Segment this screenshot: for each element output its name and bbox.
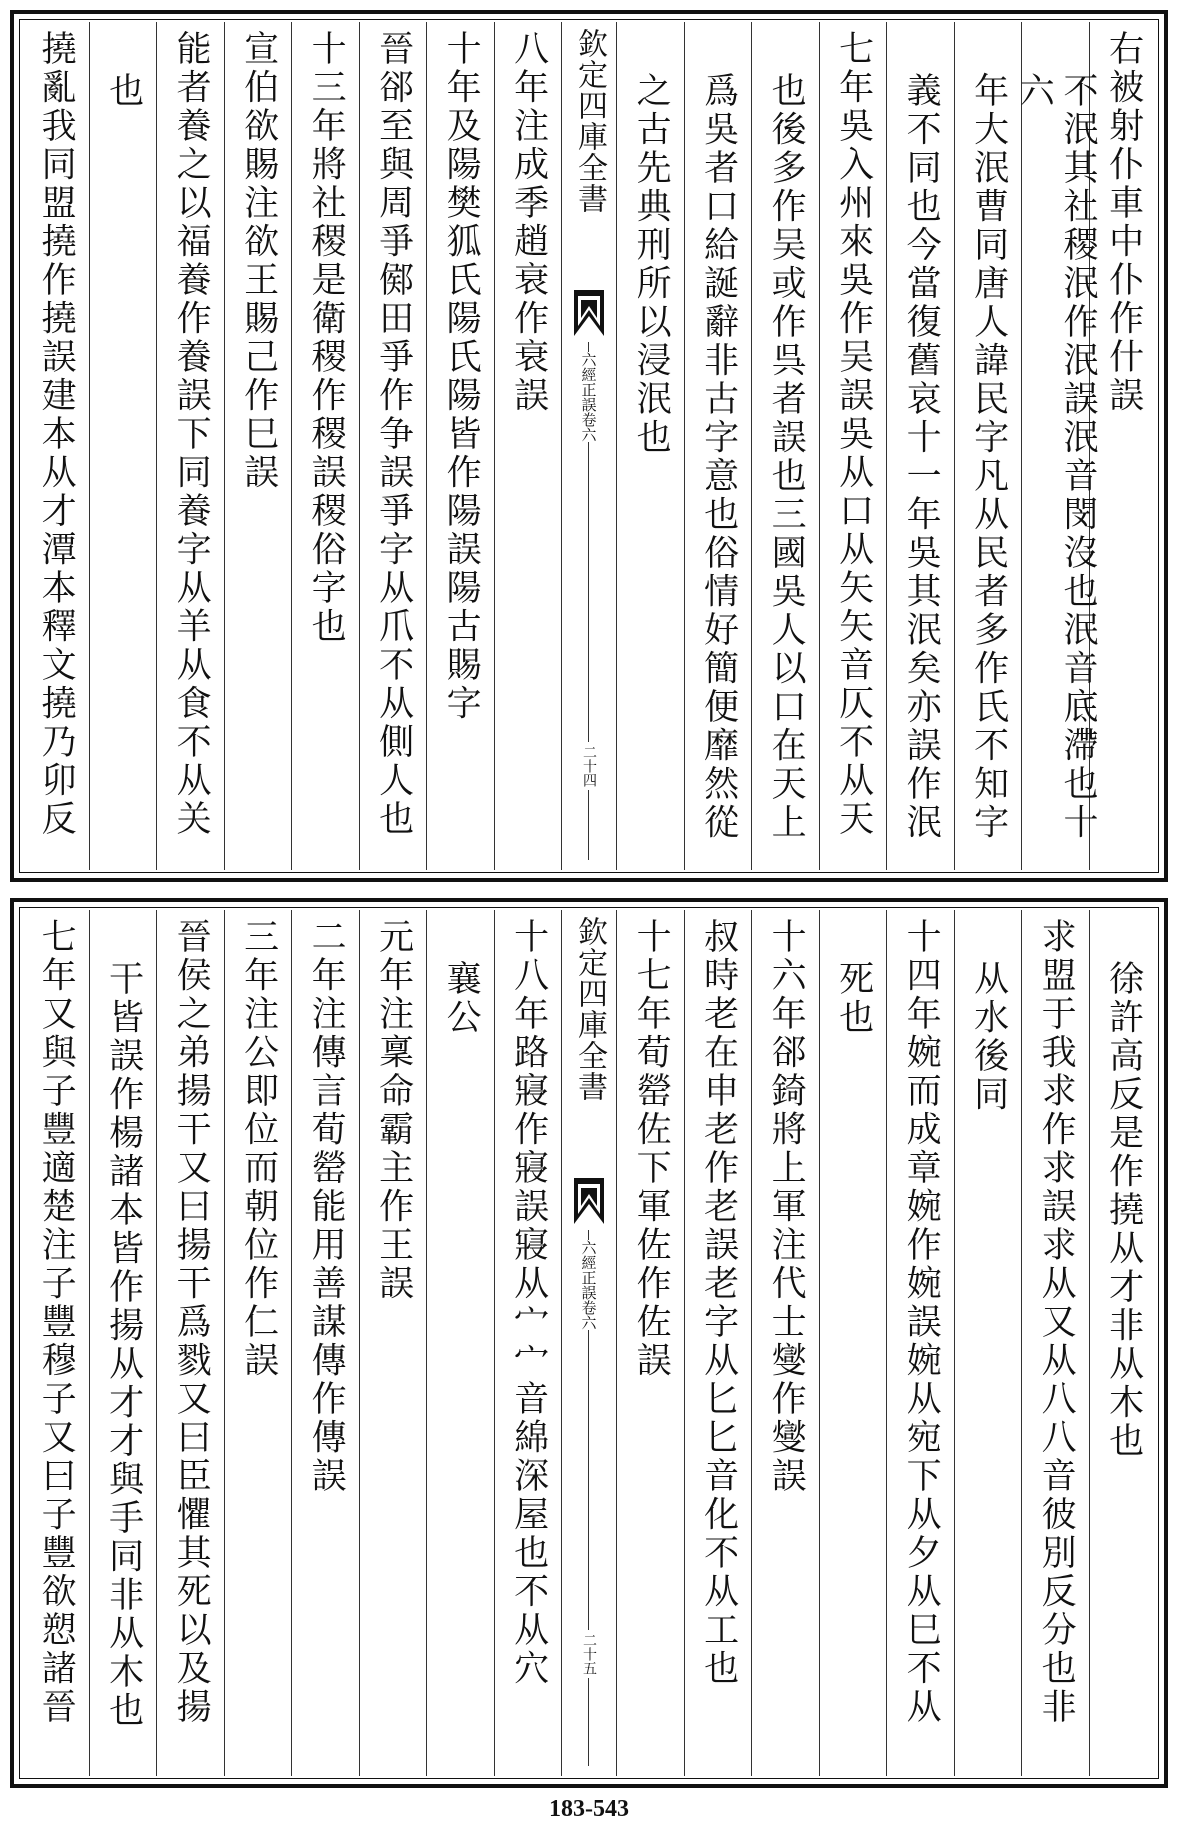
text-column <box>616 22 684 870</box>
column-text: 三年注公即位而朝位作仁誤 <box>238 918 279 1380</box>
text-column <box>954 22 1022 870</box>
column-text: 右被射仆車中仆作什誤 <box>1103 30 1144 415</box>
column-text: 晉侯之弟揚干又曰揚干爲戮又曰臣懼其死以及揚 <box>171 918 212 1727</box>
column-text: 求盟于我求作求誤求从又从八八音彼別反分也非 <box>1036 918 1077 1727</box>
text-column <box>359 910 427 1776</box>
column-text: 元年注稟命霸主作王誤 <box>373 918 414 1303</box>
text-column <box>291 22 359 870</box>
center-title: 欽定四庫全書 <box>572 916 607 1102</box>
center-book-title <box>562 1240 616 1330</box>
column-text: 七年吳入州來吳作吴誤吳从口从矢矢音仄不从天 <box>833 30 874 839</box>
column-text: 也後多作吴或作呉者誤也三國吳人以口在天上 <box>766 72 807 842</box>
book-title: 六經正誤 <box>579 1240 598 1300</box>
text-column <box>1021 910 1089 1776</box>
center-fold <box>561 22 616 870</box>
text-column <box>616 910 684 1776</box>
column-text: 干皆誤作楊諸本皆作揚从才才與手同非从木也 <box>103 960 144 1730</box>
column-text: 十八年路寢作寢誤寢从宀宀音綿深屋也不从穴 <box>508 918 549 1688</box>
fish-tail-icon <box>574 1178 604 1224</box>
column-text: 晉郤至與周爭鄇田爭作争誤爭字从爪不从側人也 <box>373 30 414 839</box>
page-number: 183-543 <box>549 1796 629 1822</box>
text-column <box>22 22 89 870</box>
text-column <box>224 22 292 870</box>
text-column <box>224 910 292 1776</box>
text-column <box>89 22 157 870</box>
text-column <box>22 910 89 1776</box>
column-text: 也 <box>103 72 144 111</box>
text-column <box>291 910 359 1776</box>
text-column <box>751 910 819 1776</box>
column-text: 能者養之以福養作養誤下同養字从羊从食不从关 <box>171 30 212 839</box>
center-title: 欽定四庫全書 <box>572 28 607 214</box>
fish-tail-icon <box>574 290 604 336</box>
column-text: 撓亂我同盟撓作撓誤建本从才潭本釋文撓乃卯反 <box>36 30 77 839</box>
column-text: 徐許高反是作撓从才非从木也 <box>1103 960 1144 1461</box>
column-text: 十六年郤錡將上軍注代士燮作燮誤 <box>766 918 807 1496</box>
column-text: 不泯其社稷泯作泯誤泯音閔沒也泯音底滯也十六 <box>1014 72 1098 842</box>
text-column <box>426 22 494 870</box>
column-text: 叔時老在申老作老誤老字从匕匕音化不从工也 <box>698 918 739 1688</box>
text-column <box>494 22 562 870</box>
column-text: 十年及陽樊狐氏陽氏陽皆作陽誤陽古賜字 <box>441 30 482 723</box>
column-text: 之古先典刑所以浸泯也 <box>631 72 672 457</box>
column-text: 二年注傳言荀罃能用善謀傳作傳誤 <box>306 918 347 1496</box>
text-column <box>819 22 887 870</box>
text-column <box>494 910 562 1776</box>
leaf-number: 二十四 <box>562 742 616 790</box>
text-column <box>886 910 954 1776</box>
text-column <box>1014 22 1098 870</box>
text-column <box>684 910 752 1776</box>
column-text: 襄公 <box>441 960 482 1037</box>
column-text: 十三年將社稷是衛稷作稷誤稷俗字也 <box>306 30 347 646</box>
column-text: 義不同也今當復舊哀十一年吳其泯矣亦誤作泯 <box>901 72 942 842</box>
column-text: 宣伯欲賜注欲王賜己作巳誤 <box>238 30 279 492</box>
text-column <box>1089 910 1157 1776</box>
column-text: 爲吳者口給誕辭非古字意也俗情好簡便靡然從 <box>698 72 739 842</box>
bottom-columns <box>22 910 1156 1776</box>
volume-label: 卷六 <box>579 412 598 442</box>
volume-label: 卷六 <box>579 1300 598 1330</box>
top-columns <box>22 22 1156 870</box>
center-book-title <box>562 352 616 442</box>
book-title: 六經正誤 <box>579 352 598 412</box>
text-column <box>426 910 494 1776</box>
text-column <box>684 22 752 870</box>
column-text: 十七年荀罃佐下軍佐作佐誤 <box>631 918 672 1380</box>
text-column <box>156 910 224 1776</box>
text-column <box>751 22 819 870</box>
column-text: 七年又與子豐適楚注子豐穆子又曰子豐欲愬諸晉 <box>36 918 77 1727</box>
text-column <box>156 22 224 870</box>
text-column <box>359 22 427 870</box>
center-fold <box>561 910 616 1776</box>
column-text: 八年注成季趙衰作衰誤 <box>508 30 549 415</box>
bottom-page <box>10 898 1168 1788</box>
text-column <box>819 910 887 1776</box>
column-text: 年大泯曹同唐人諱民字凡从民者多作氏不知字 <box>968 72 1009 842</box>
column-text: 死也 <box>833 960 874 1037</box>
column-text: 十四年婉而成章婉作婉誤婉从宛下从夕从巳不从 <box>901 918 942 1727</box>
text-column <box>954 910 1022 1776</box>
column-text: 从水後同 <box>968 960 1009 1114</box>
leaf-number: 二十五 <box>562 1630 616 1678</box>
text-column <box>886 22 954 870</box>
text-column <box>89 910 157 1776</box>
top-page <box>10 10 1168 882</box>
